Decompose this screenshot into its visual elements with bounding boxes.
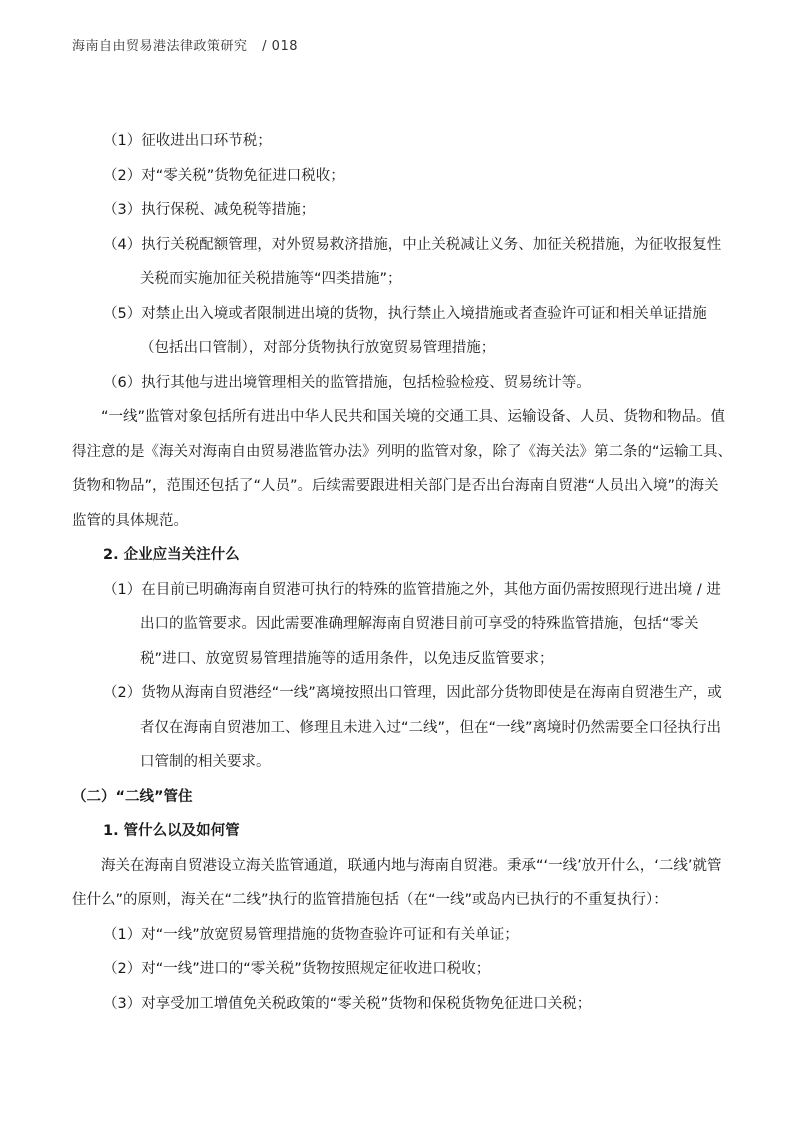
list-item: （6）执行其他与进出境管理相关的监管措施，包括检验检疫、贸易统计等。 bbox=[103, 374, 591, 391]
list-item: （1）对“一线”放宽贸易管理措施的货物查验许可证和有关单证； bbox=[103, 926, 519, 943]
list-item: （2）对“一线”进口的“零关税”货物按照规定征收进口税收； bbox=[103, 961, 491, 977]
section-heading: 2. 企业应当关注什么 bbox=[103, 547, 240, 563]
list-item: （3）执行保税、减免税等措施； bbox=[103, 202, 316, 218]
paragraph: 海关在海南自贸港设立海关监管通道，联通内地与海南自贸港。秉承“‘一线’放开什么，‘二线’就管住什么”的原则，海关在“二线”执行的监管措施包括（在“一线”或岛内已执行的不重复执行）： bbox=[72, 857, 722, 908]
document-body bbox=[72, 124, 732, 1021]
list-item: （1）征收进出口环节税； bbox=[103, 133, 272, 149]
section-heading: 1. 管什么以及如何管 bbox=[103, 823, 240, 839]
running-header bbox=[72, 35, 298, 54]
list-item: （5）对禁止出入境或者限制进出境的货物，执行禁止入境措施或者查验许可证和相关单证措施（包括出口管制），对部分货物执行放宽贸易管理措施； bbox=[103, 305, 707, 356]
list-item: （2）对“零关税”货物免征进口税收； bbox=[103, 167, 345, 184]
list-item: （1）在目前已明确海南自贸港可执行的特殊的监管措施之外，其他方面仍需按照现行进出境 / 进出口的监管要求。因此需要准确理解海南自贸港目前可享受的特殊监管措施，包括“零关税”进口、放宽贸易管理措施等的适用条件，以免违反监管要求； bbox=[103, 581, 721, 667]
list-item: （4）执行关税配额管理，对外贸易救济措施，中止关税减让义务、加征关税措施，为征收报复性关税而实施加征关税措施等“四类措施”； bbox=[103, 236, 722, 287]
page-number: / 018 bbox=[262, 39, 298, 54]
paragraph: “一线”监管对象包括所有进出中华人民共和国关境的交通工具、运输设备、人员、货物和物品。值得注意的是《海关对海南自由贸易港监管办法》列明的监管对象，除了《海关法》第二条的“运输工具、货物和物品”，范围还包括了“人员”。后续需要跟进相关部门是否出台海南自贸港“人员出入境”的海关监管的具体规范。 bbox=[72, 409, 733, 529]
header-title: 海南自由贸易港法律政策研究 bbox=[72, 39, 248, 54]
list-item: （3）对享受加工增值免关税政策的“零关税”货物和保税货物免征进口关税； bbox=[103, 995, 592, 1012]
list-item: （2）货物从海南自贸港经“一线”离境按照出口管理，因此部分货物即使是在海南自贸港生产，或者仅在海南自贸港加工、修理且未进入过“二线”，但在“一线”离境时仍然需要全口径执行出口管制的相关要求。 bbox=[103, 685, 722, 770]
section-heading: （二）“二线”管住 bbox=[72, 788, 193, 805]
